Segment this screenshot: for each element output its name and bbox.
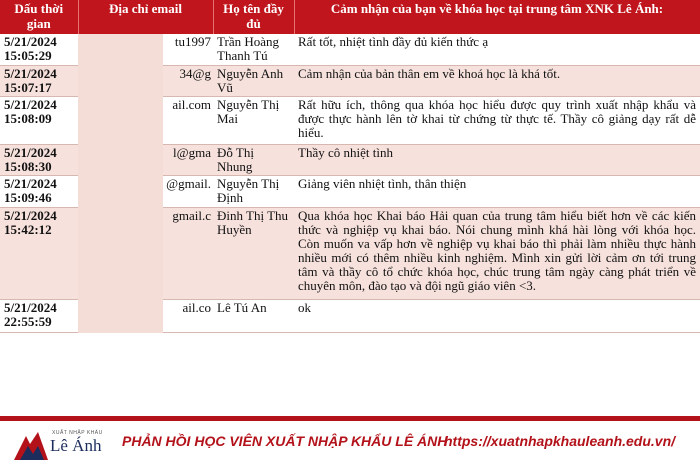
timestamp-cell[interactable]: 5/21/2024 22:55:59 [0,299,78,332]
timestamp-cell[interactable]: 5/21/2024 15:08:30 [0,144,78,175]
name-cell[interactable]: Nguyễn Anh Vũ [213,65,294,96]
name-cell[interactable]: Đinh Thị Thu Huyền [213,207,294,299]
header-feedback[interactable]: Cảm nhận của bạn về khóa học tại trung tâm XNK Lê Ánh: [294,0,700,34]
email-cell[interactable]: ail.co [78,299,213,332]
timestamp-cell[interactable]: 5/21/2024 15:05:29 [0,34,78,65]
logo-tagline: XUẤT NHẬP KHẨU [52,430,103,436]
email-cell[interactable]: gmail.c [78,207,213,299]
name-cell[interactable]: Đỗ Thị Nhung [213,144,294,175]
email-cell[interactable]: @gmail. [78,175,213,207]
email-cell[interactable]: ail.com [78,96,213,144]
timestamp-cell[interactable]: 5/21/2024 15:07:17 [0,65,78,96]
logo-name: Lê Ánh [50,436,102,455]
footer-banner [0,416,700,467]
timestamp-cell[interactable]: 5/21/2024 15:42:12 [0,207,78,299]
feedback-cell[interactable]: Cảm nhận của bản thân em về khoá học là khá tốt. [294,65,700,96]
email-cell[interactable]: l@gma [78,144,213,175]
feedback-cell[interactable]: Qua khóa học Khai báo Hải quan của trung tâm hiểu biết hơn về các kiến thức và nghiệp vụ khai báo. Nói chung mình khá hài lòng với khóa học. Còn muốn va vấp hơn về nghiệp vụ khai báo thì phải làm nhiều thực hành nhiều mới có thêm nhiều kinh nghiệm. Mình xin gửi lời cảm ơn tới trung tâm và thầy cô tổ chức khóa học, chúc trung tâm ngày càng phát triển về chuyên môn, đào tạo và đội ngũ giáo viên <3. [294,207,700,299]
header-timestamp[interactable]: Dấu thời gian [0,0,78,34]
header-email[interactable]: Địa chỉ email [78,0,213,34]
feedback-cell[interactable]: Giảng viên nhiệt tình, thân thiện [294,175,700,207]
name-cell[interactable]: Nguyễn Thị Định [213,175,294,207]
email-cell[interactable]: tu1997 [78,34,213,65]
timestamp-cell[interactable]: 5/21/2024 15:08:09 [0,96,78,144]
footer-divider [0,416,700,421]
logo-mark-icon [14,432,48,462]
feedback-cell[interactable]: Thầy cô nhiệt tình [294,144,700,175]
brand-logo[interactable] [14,430,114,462]
footer-website-link[interactable]: https://xuatnhapkhauleanh.edu.vn/ [444,433,676,449]
header-row [0,0,700,34]
footer-title: PHẢN HỒI HỌC VIÊN XUẤT NHẬP KHẨU LÊ ÁNH [122,433,448,449]
header-fullname[interactable]: Họ tên đầy đủ [213,0,294,34]
email-redaction-block [78,34,163,333]
name-cell[interactable]: Nguyễn Thị Mai [213,96,294,144]
email-cell[interactable]: 34@g [78,65,213,96]
name-cell[interactable]: Trần Hoàng Thanh Tú [213,34,294,65]
feedback-cell[interactable]: ok [294,299,700,332]
feedback-cell[interactable]: Rất tốt, nhiệt tình đầy đủ kiến thức ạ [294,34,700,65]
timestamp-cell[interactable]: 5/21/2024 15:09:46 [0,175,78,207]
feedback-cell[interactable]: Rất hữu ích, thông qua khóa học hiểu được quy trình xuất nhập khẩu và được thực hành lên tờ khai từ chứng từ thực tế. Thầy cô giảng dạy rất dễ hiểu. [294,96,700,144]
name-cell[interactable]: Lê Tú An [213,299,294,332]
